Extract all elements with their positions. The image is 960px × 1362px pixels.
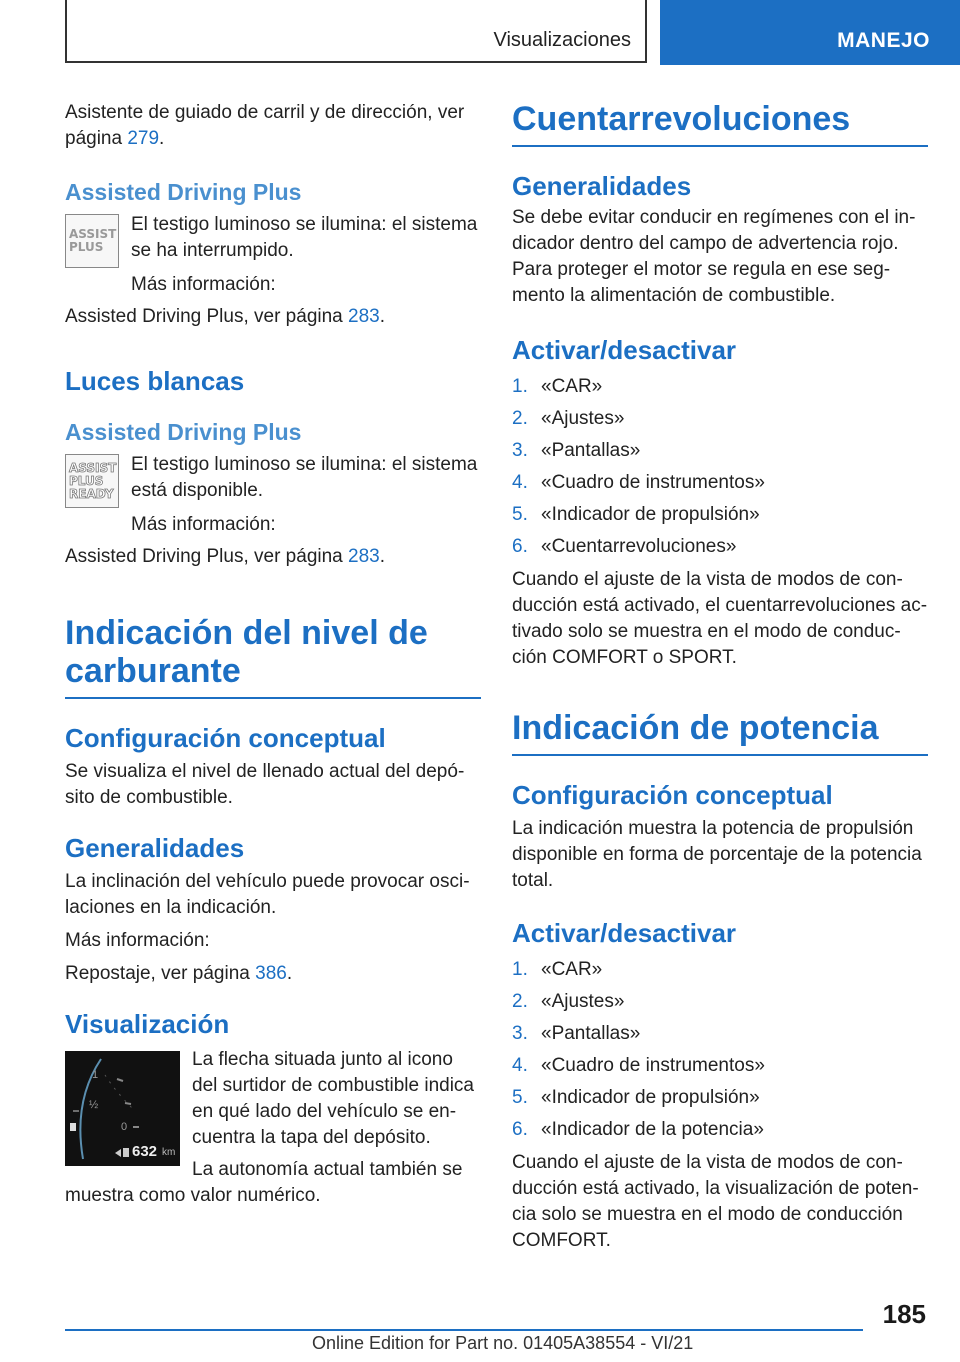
reference-paragraph: Repostaje, ver página 386. xyxy=(65,963,293,984)
chapter-heading: Indicación del nivel de carburante xyxy=(65,614,481,699)
gauge-mark-half: ½ xyxy=(89,1099,99,1111)
assist-plus-indicator-icon: ASSIST PLUS xyxy=(65,214,119,268)
list-item: 3. «Pantallas» xyxy=(512,440,641,461)
range-value: 632 xyxy=(132,1143,158,1160)
list-item: 1. «CAR» xyxy=(512,376,603,397)
body-paragraph: La inclinación del vehículo puede provocar oscilaciones en la indicación. xyxy=(65,871,470,918)
chapter-title: MANEJO xyxy=(837,29,930,52)
gauge-mark-empty: 0 xyxy=(121,1121,128,1133)
header-section-tab xyxy=(65,0,647,63)
section-heading: Assisted Driving Plus xyxy=(65,419,302,445)
section-heading: Visualización xyxy=(65,1009,230,1039)
body-paragraph: La flecha situada junto al icono del surtidor de combustible indica en qué lado del vehículo se encuentra la tapa del depósito. xyxy=(192,1049,474,1148)
reference-paragraph: Assisted Driving Plus, ver página 283. xyxy=(65,306,385,327)
list-item: 4. «Cuadro de instrumentos» xyxy=(512,1055,765,1076)
fuel-display-block xyxy=(65,1047,481,1209)
list-item: 5. «Indicador de propulsión» xyxy=(512,504,760,525)
body-paragraph: Cuando el ajuste de la vista de modos de conducción está activado, la visualización de potencia solo se muestra en el modo de conducción COMFORT. xyxy=(512,1152,919,1251)
more-info-label: Más información: xyxy=(131,514,276,535)
body-paragraph: La indicación muestra la potencia de propulsión disponible en forma de porcentaje de la potencia total. xyxy=(512,818,922,891)
list-item: 5. «Indicador de propulsión» xyxy=(512,1087,760,1108)
page-link[interactable]: 386 xyxy=(255,963,287,984)
page-link[interactable]: 283 xyxy=(348,306,380,327)
section-heading: Activar/desactivar xyxy=(512,335,737,365)
more-info-label: Más información: xyxy=(65,930,210,951)
footer-divider xyxy=(65,1329,863,1331)
page-link[interactable]: 283 xyxy=(348,546,380,567)
list-item: 1. «CAR» xyxy=(512,959,603,980)
indicator-text: El testigo luminoso se ilumina: el sistema está disponible. xyxy=(131,454,478,501)
more-info-label: Más información: xyxy=(131,274,276,295)
indicator-row xyxy=(65,452,481,538)
section-heading: Configuración conceptual xyxy=(65,723,386,753)
page-link[interactable]: 279 xyxy=(127,128,160,149)
indicator-row xyxy=(65,212,481,298)
list-item: 3. «Pantallas» xyxy=(512,1023,641,1044)
body-paragraph: Cuando el ajuste de la vista de modos de conducción está activado, el cuentarrevoluciones activado solo se muestra en el modo de conducción COMFORT o SPORT. xyxy=(512,569,928,668)
page-number: 185 xyxy=(882,1299,926,1329)
indicator-text: El testigo luminoso se ilumina: el sistema se ha interrumpido. xyxy=(131,214,478,261)
steps-list xyxy=(512,371,928,563)
chapter-heading: Indicación de potencia xyxy=(512,709,928,756)
list-item: 2. «Ajustes» xyxy=(512,991,625,1012)
right-column xyxy=(512,100,928,1254)
section-heading: Activar/desactivar xyxy=(512,918,737,948)
header-chapter-tab xyxy=(660,0,960,65)
gauge-mark-full: 1 xyxy=(92,1069,99,1081)
fuel-gauge-image xyxy=(65,1051,180,1166)
list-item: 4. «Cuadro de instrumentos» xyxy=(512,472,765,493)
steps-list xyxy=(512,954,928,1146)
section-heading: Configuración conceptual xyxy=(512,780,833,810)
chapter-heading: Cuentarrevoluciones xyxy=(512,100,928,147)
body-paragraph: La autonomía actual también se muestra como valor numérico. xyxy=(65,1159,463,1206)
footer-edition: Online Edition for Part no. 01405A38554 - VI/21 xyxy=(312,1333,694,1353)
list-item: 2. «Ajustes» xyxy=(512,408,625,429)
section-heading: Assisted Driving Plus xyxy=(65,179,302,205)
section-heading: Luces blancas xyxy=(65,366,245,396)
assist-plus-ready-indicator-icon: ASSIST PLUS READY xyxy=(65,454,119,508)
section-heading: Generalidades xyxy=(512,171,692,201)
list-item: 6. «Indicador de la potencia» xyxy=(512,1119,764,1140)
left-column xyxy=(65,100,481,1209)
section-heading: Generalidades xyxy=(65,833,245,863)
body-paragraph: Se visualiza el nivel de llenado actual del depósito de combustible. xyxy=(65,761,465,808)
range-unit: km xyxy=(162,1147,176,1158)
section-title: Visualizaciones xyxy=(493,29,631,51)
body-paragraph: Se debe evitar conducir en regímenes con el indicador dentro del campo de advertencia rojo. Para proteger el motor se regula en ese segmento la alimentación de combustible. xyxy=(512,207,916,306)
reference-paragraph: Assisted Driving Plus, ver página 283. xyxy=(65,546,385,567)
list-item: 6. «Cuentarrevoluciones» xyxy=(512,536,737,557)
intro-paragraph: Asistente de guiado de carril y de dirección, ver página 279. xyxy=(65,102,465,149)
